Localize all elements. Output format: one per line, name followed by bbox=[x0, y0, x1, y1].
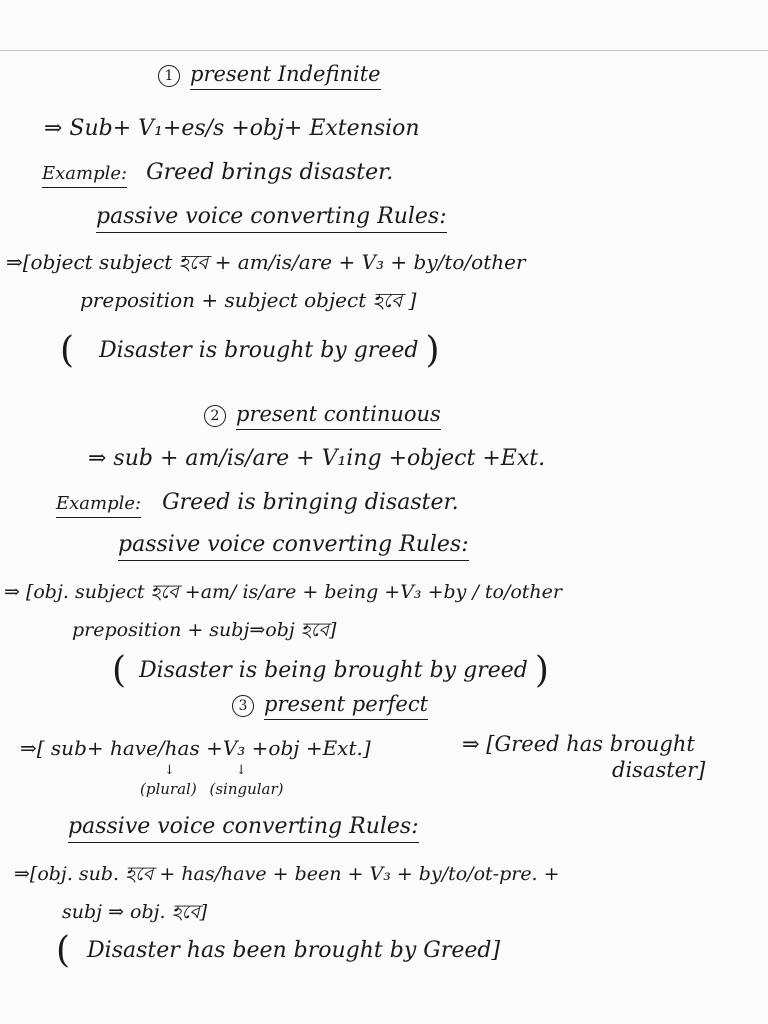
section-3-result: ( Disaster has been brought by Greed] bbox=[56, 930, 501, 971]
section-3-number-labels bbox=[140, 780, 284, 798]
section-1-heading bbox=[158, 62, 381, 87]
section-2-formula: ⇒ sub + am/is/are + V₁ing +object +Ext. bbox=[88, 446, 546, 471]
section-2-example-label: Example: bbox=[56, 493, 141, 518]
section-1-rule-line-2: preposition + subject object হবে ] bbox=[80, 288, 417, 312]
section-3-formula: ⇒[ sub+ have/has +V₃ +obj +Ext.] bbox=[20, 736, 371, 760]
section-2-result: ( Disaster is being brought by greed ) bbox=[112, 650, 549, 691]
section-2-number: 2 bbox=[204, 405, 226, 427]
section-2-title: present continuous bbox=[236, 402, 441, 430]
section-3-rules-title: passive voice converting Rules: bbox=[68, 814, 419, 839]
down-arrow-icon: ↓ bbox=[235, 763, 247, 778]
section-1-result-text: Disaster is brought by greed bbox=[99, 337, 419, 363]
section-3-rule-line-2: subj ⇒ obj. হবে] bbox=[62, 901, 208, 923]
section-3-heading bbox=[232, 692, 428, 717]
section-1-number: 1 bbox=[158, 65, 180, 87]
section-3-rule-line-1: ⇒[obj. sub. হবে + has/have + been + V₃ + by/to/ot-pre. + bbox=[14, 863, 560, 885]
section-1-rules-title: passive voice converting Rules: bbox=[96, 204, 447, 229]
section-2-result-text: Disaster is being brought by greed bbox=[139, 657, 528, 683]
section-2-rules-title: passive voice converting Rules: bbox=[118, 532, 469, 557]
section-2-example bbox=[56, 490, 459, 515]
section-3-result-text: Disaster has been brought by Greed] bbox=[87, 937, 501, 963]
section-3-example-line-1: ⇒ [Greed has brought bbox=[462, 732, 695, 756]
page-rule bbox=[0, 50, 768, 51]
section-1-formula: ⇒ Sub+ V₁+es/s +obj+ Extension bbox=[44, 116, 420, 141]
section-1-title: present Indefinite bbox=[190, 62, 381, 90]
singular-label: (singular) bbox=[209, 780, 284, 798]
section-2-rule-line-1: ⇒ [obj. subject হবে +am/ is/are + being +V₃ +by / to/other bbox=[4, 581, 562, 603]
section-1-example-label: Example: bbox=[42, 163, 127, 188]
section-1-example-text: Greed brings disaster. bbox=[146, 160, 394, 185]
section-2-example-text: Greed is bringing disaster. bbox=[162, 490, 459, 515]
section-1-result: ( Disaster is brought by greed ) bbox=[60, 330, 440, 371]
section-3-example-line-2: disaster] bbox=[612, 758, 706, 782]
section-1-rule-line-1: ⇒[object subject হবে + am/is/are + V₃ + by/to/other bbox=[6, 250, 526, 274]
section-1-example bbox=[42, 160, 393, 185]
section-2-rule-line-2: preposition + subj⇒obj হবে] bbox=[72, 619, 337, 641]
section-3-title: present perfect bbox=[264, 692, 428, 720]
down-arrow-icon: ↓ bbox=[164, 763, 175, 778]
section-3-number: 3 bbox=[232, 695, 254, 717]
plural-label: (plural) bbox=[140, 780, 197, 798]
section-3-down-arrows bbox=[164, 760, 247, 778]
section-2-heading bbox=[204, 402, 441, 427]
